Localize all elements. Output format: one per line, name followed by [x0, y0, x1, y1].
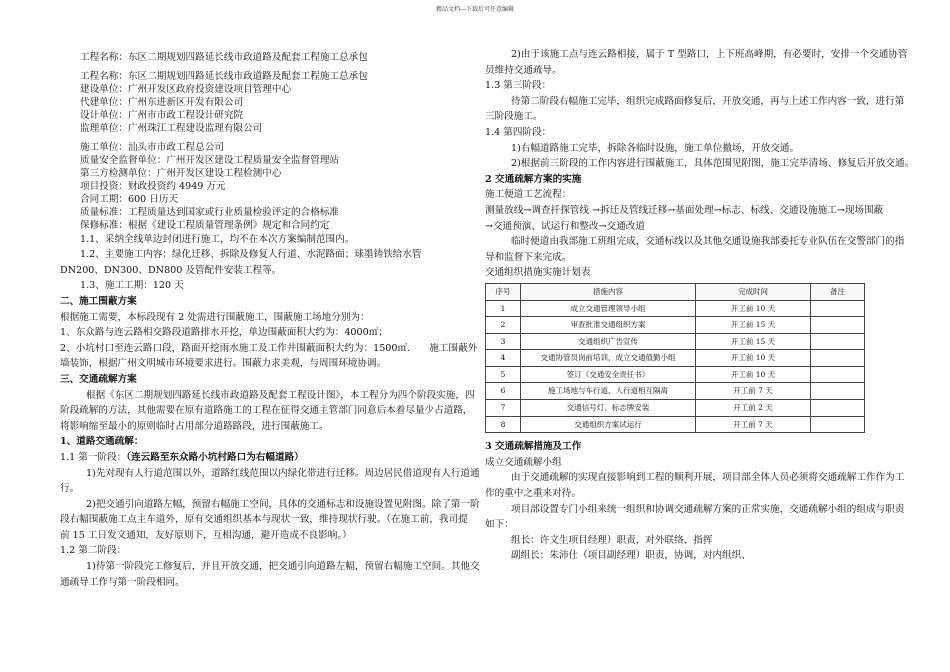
table-cell — [811, 350, 865, 367]
table-cell: 交通组织广告宣传 — [521, 333, 696, 350]
paragraph: 段右幅围蔽施工点主车道外，原有交通组织基本与现状一致，维持现状行驶。（在施工前，我司提 — [60, 514, 468, 526]
table-cell: 开工前 10 天 — [696, 300, 811, 317]
paragraph: 三阶段施工。 — [485, 111, 543, 123]
construction-info-line: 项目投资：财政投资约 4949 万元 — [80, 180, 226, 192]
table-cell: 施工场地与车行道、人行道相互隔离 — [521, 383, 696, 400]
paragraph-1-2-cont: DN200、DN300、DN800 及管配件安装工程等。 — [60, 264, 282, 276]
construction-info-line: 质量安全监督单位：广州开发区建设工程质量安全监督管理站 — [80, 154, 340, 166]
section-heading-3: 三、交通疏解方案 — [60, 373, 137, 385]
paragraph: 员维持交通疏导。 — [485, 64, 562, 76]
stage-1-heading — [60, 450, 480, 466]
table-cell: 交通协管员岗前培训，成立交通值勤小组 — [521, 350, 696, 367]
flow-line: →交通预演、试运行和整改→交通改道 — [485, 220, 645, 232]
paragraph-1-2: 1.2、主要施工内容：绿化迁移、拆除及修复人行道、水泥路面；球墨铸铁给水管 — [80, 249, 422, 261]
paragraph: 1)右幅道路施工完毕，拆除各临时设施，施工单位撤场，开放交通。 — [511, 142, 800, 154]
construction-info-line: 施工单位：汕头市市政工程总公司 — [80, 141, 224, 153]
section-heading-2: 二、施工围蔽方案 — [60, 295, 137, 307]
project-info-line: 代建单位：广州东进新区开发有限公司 — [80, 96, 244, 108]
table-cell: 6 — [486, 383, 521, 400]
construction-info-line: 保修标准：根据《建设工程质量管理条例》规定和合同约定 — [80, 219, 330, 231]
table-cell: 开工前 10 天 — [696, 366, 811, 383]
flow-title: 施工便道工艺流程： — [485, 189, 572, 201]
section-heading-3-measures: 3 交通疏解措施及工作 — [485, 441, 582, 453]
table-row — [486, 300, 865, 317]
stage-1-label: 1.1 第一阶段： — [60, 451, 127, 463]
table-cell — [811, 300, 865, 317]
table-cell: 3 — [486, 333, 521, 350]
paragraph: 临时便道由我部施工班组完成，交通标线以及其他交通设施我部委托专业队伍在交警部门的指 — [511, 236, 905, 248]
table-header-cell: 完成时间 — [696, 283, 811, 300]
paragraph: 1)待第一阶段完工修复后，并且开放交通，把交通引向道路左幅，预留右幅施工空间。其他交 — [86, 561, 480, 573]
project-title-line: 工程名称：东区二期规划四路延长线市政道路及配套工程施工总承包 — [80, 52, 368, 63]
paragraph: 行。 — [60, 483, 80, 495]
table-row — [486, 333, 865, 350]
left-column — [60, 50, 480, 590]
paragraph: 通疏导工作与第一阶段相同。 — [60, 576, 185, 588]
project-info-line: 建设单位：广州开发区政府投资建设项目管理中心 — [80, 83, 292, 95]
stage-2-heading: 1.2 第二阶段： — [60, 545, 127, 557]
paragraph: 1)先对现有人行道范围以外、道路红线范围以内绿化带进行迁移。周边居民借道现有人行道通 — [86, 467, 480, 479]
paragraph: 2)由于该施工点与连云路相接，属于 T 型路口，上下班高峰期，有必要时，安排一个交通协管 — [511, 49, 908, 60]
table-cell — [811, 400, 865, 417]
table-cell: 7 — [486, 400, 521, 417]
table-header-row — [486, 283, 865, 300]
table-row — [486, 350, 865, 367]
paragraph: 导和监督下来完成。 — [485, 251, 572, 263]
paragraph: 根据施工需要，本标段现有 2 处需进行围蔽施工，围蔽施工场地分别为： — [60, 311, 370, 323]
paragraph: 由于交通疏解的实现直接影响到工程的顺利开展，项目部全体人员必须将交通疏解工作作为工 — [511, 472, 905, 484]
table-cell: 1 — [486, 300, 521, 317]
subsection-heading: 1、道路交通疏解： — [60, 436, 144, 448]
team-deputy-line: 副组长：朱沛仕（项目副经理）职责，协调，对内组织、 — [511, 550, 751, 562]
paragraph: 作的重中之重来对待。 — [485, 488, 581, 500]
table-header-cell: 备注 — [811, 283, 865, 300]
table-cell: 开工前 10 天 — [696, 350, 811, 367]
paragraph: 将影响缩至最小的原则临时占用部分道路路段，进行围蔽施工。 — [60, 420, 329, 432]
table-cell: 交通组织方案试运行 — [521, 416, 696, 433]
table-cell: 开工前 7 天 — [696, 416, 811, 433]
construction-info-line: 第三方检测单位：广州开发区建设工程检测中心 — [80, 167, 282, 179]
table-cell: 交通信号灯、标志牌安装 — [521, 400, 696, 417]
table-cell: 审查批准交通组织方案 — [521, 317, 696, 334]
table-row — [486, 366, 865, 383]
team-leader-line: 组长：许文生项目经理）职责，对外联络、指挥 — [511, 534, 713, 546]
table-cell: 成立交通管理领导小组 — [521, 300, 696, 317]
paragraph-1-1: 1.1、采纳全线单边封闭进行施工，均不在本次方案编制范围内。 — [80, 233, 355, 245]
paragraph: 项目部设置专门小组来统一组织和协调交通疏解方案的正常实施，交通疏解小组的组成与职责 — [511, 503, 905, 515]
paragraph: 2、小坑村口至连云路口段，路面开挖雨水施工及工作井围蔽面积大约为：1500㎡. 施工围蔽外 — [60, 342, 478, 354]
table-cell — [811, 317, 865, 334]
stage-4-heading: 1.4 第四阶段： — [485, 126, 552, 138]
paragraph: 如下： — [485, 519, 514, 531]
page-header: 精品文档---下载后可任意编辑 — [435, 6, 515, 13]
table-row — [486, 317, 865, 334]
table-header-cell: 措施内容 — [521, 283, 696, 300]
paragraph: 根据《东区二期规划四路延长线市政道路及配套工程设计图》，本工程分为四个阶段实施，四 — [86, 389, 475, 401]
group-title: 成立交通疏解小组 — [485, 456, 562, 468]
construction-info-line: 合同工期：600 日历天 — [80, 193, 179, 205]
table-row — [486, 416, 865, 433]
table-cell: 8 — [486, 416, 521, 433]
table-cell — [811, 383, 865, 400]
paragraph: 前 15 工日发文通知，友好原则下，互相沟通，避开造成不良影响。） — [60, 529, 352, 541]
construction-info-line: 质量标准：工程质量达到国家或行业质量检验评定的合格标准 — [80, 206, 340, 218]
right-column — [485, 47, 935, 564]
paragraph: 待第二阶段右幅施工完毕，组织完成路面修复后，开放交通，再与上述工作内容一致，进行第 — [511, 95, 905, 107]
table-cell: 签订《交通安全责任书》 — [521, 366, 696, 383]
table-cell: 开工前 15 天 — [696, 317, 811, 334]
table-cell: 5 — [486, 366, 521, 383]
table-cell: 4 — [486, 350, 521, 367]
table-cell: 开工前 7 天 — [696, 383, 811, 400]
measures-table — [485, 283, 865, 433]
project-info-line: 设计单位：广州市市政工程设计研究院 — [80, 109, 244, 121]
project-info-line: 监理单位：广州珠江工程建设监理有限公司 — [80, 122, 263, 134]
table-row — [486, 400, 865, 417]
paragraph: 2)把交通引向道路左幅，预留右幅施工空间，具体的交通标志和设施设置见附图。除了第一阶 — [86, 498, 480, 510]
stage-3-heading: 1.3 第三阶段： — [485, 80, 552, 92]
table-title: 交通组织措施实施计划表 — [485, 267, 591, 279]
project-info-line: 工程名称：东区二期规划四路延长线市政道路及配套工程施工总承包 — [80, 70, 368, 82]
construction-info-block — [60, 141, 480, 232]
paragraph: 阶段疏解的方法，其他需要在原有道路施工的工程在征得交通主管部门同意后本着尽量少占道路， — [60, 405, 473, 417]
table-cell: 2 — [486, 317, 521, 334]
table-cell — [811, 416, 865, 433]
table-cell: 开工前 15 天 — [696, 333, 811, 350]
table-header-cell: 序号 — [486, 283, 521, 300]
flow-line: 测量放线→调查扦探管线 →拆迁及管线迁移→基面处理→标志、标线、交通设施施工→现场围蔽 — [485, 204, 884, 216]
table-cell — [811, 333, 865, 350]
table-cell: 开工前 2 天 — [696, 400, 811, 417]
stage-1-scope: （连云路至东众路小坑村路口为右幅道路） — [126, 451, 304, 463]
table-cell — [811, 366, 865, 383]
project-info-block — [60, 70, 480, 135]
paragraph: 墙装饰，根据广州文明城市环境要求进行。围蔽力求美观，与周围环境协调。 — [60, 358, 387, 370]
section-heading-2-impl: 2 交通疏解方案的实施 — [485, 173, 582, 185]
paragraph-1-3: 1.3、施工工期：120 天 — [80, 280, 184, 292]
paragraph: 2)根据前三阶段的工作内容进行围蔽施工，具体范围见附图，施工完毕清场、修复后开放交通。 — [511, 158, 915, 170]
table-row — [486, 383, 865, 400]
paragraph: 1、东众路与连云路相交路段道路排水开挖，单边围蔽面积大约为：4000㎡； — [60, 327, 388, 339]
